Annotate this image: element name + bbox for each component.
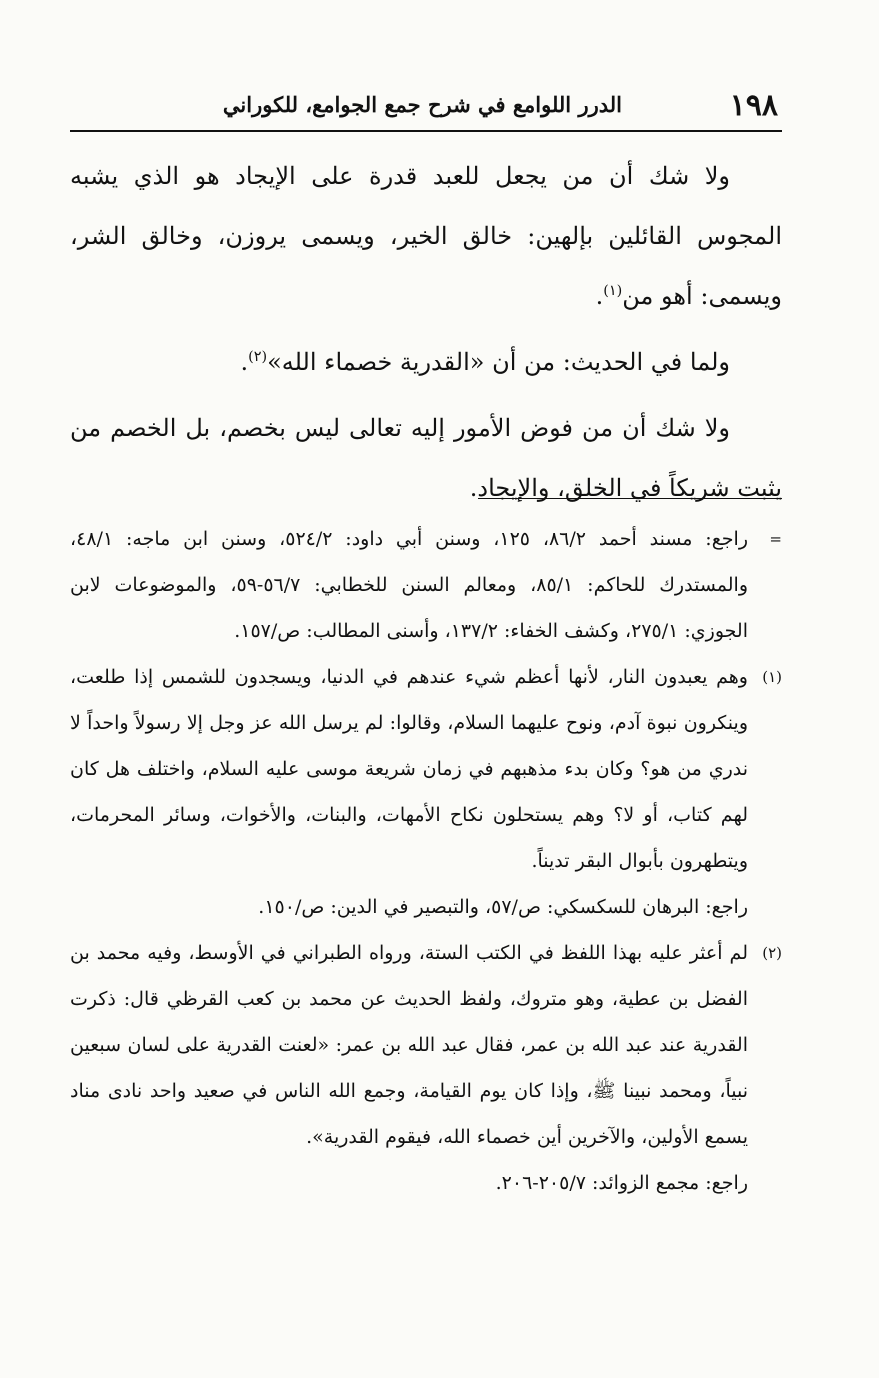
footnote-2-marker: (٢) [762, 944, 782, 962]
footnote-1-source: راجع: البرهان للسكسكي: ص/٥٧، والتبصير في الدين: ص/١٥٠. [258, 896, 748, 918]
paragraph-2 [70, 332, 782, 392]
footnote-ref-2: (٢) [248, 349, 268, 365]
footnote-continuation [70, 516, 782, 654]
main-text [70, 146, 782, 524]
paragraph-2-text: ولما في الحديث: من أن «القدرية خصماء الله» [267, 348, 730, 376]
footnote-2-text: لم أعثر عليه بهذا اللفظ في الكتب الستة، ورواه الطبراني في الأوسط، وفيه محمد بن الفضل بن عطية، وهو متروك، ولفظ الحديث عن محمد بن كعب القرظي قال: ذكرت القدرية عند عبد الله بن عمر، فقال عبد الله بن عمر: «لعنت القدرية على لسان سبعين نبياً، ومحمد نبينا ﷺ، وإذا كان يوم القيامة، وجمع الله الناس في صعيد واحد نادى مناد يسمع الأولين، والآخرين أين خصماء الله، فيقوم القدرية». [70, 942, 748, 1148]
footnotes [70, 516, 782, 1206]
continuation-text: راجع: مسند أحمد ٨٦/٢، ١٢٥، وسنن أبي داود: ٥٢٤/٢، وسنن ابن ماجه: ٤٨/١، والمستدرك للحاكم: ٨٥/١، ومعالم السنن للخطابي: ٥٦/٧-٥٩، والموضوعات لابن الجوزي: ٢٧٥/١، وكشف الخفاء: ١٣٧/٢، وأسنى المطالب: ص/١٥٧. [70, 528, 749, 642]
footnote-2-source: راجع: مجمع الزوائد: ٢٠٥/٧-٢٠٦. [495, 1172, 748, 1194]
continuation-marker: = [769, 530, 782, 548]
footnote-divider [478, 498, 782, 499]
footnote-2 [70, 930, 782, 1160]
paragraph-1-end: . [595, 282, 604, 310]
footnote-1 [70, 654, 782, 884]
paragraph-1-text: ولا شك أن من يجعل للعبد قدرة على الإيجاد هو الذي يشبه المجوس القائلين بإلهين: خالق الخير، ويسمى يروزن، وخالق الشر، ويسمى: أهو من [70, 162, 782, 310]
header-divider [70, 130, 782, 132]
paragraph-3: ولا شك أن من فوض الأمور إليه تعالى ليس بخصم، بل الخصم من يثبت شريكاً في الخلق، والإيجاد. [70, 414, 782, 502]
page-number: ١٩٨ [729, 88, 778, 123]
footnote-ref-1: (١) [603, 283, 623, 299]
footnote-1-text: وهم يعبدون النار، لأنها أعظم شيء عندهم في الدنيا، ويسجدون للشمس إذا طلعت، وينكرون نبوة آدم، ونوح عليهما السلام، وقالوا: لم يرسل الله عز وجل إلا رسولاً واحداً لا ندري من هو؟ وكان بدء مذهبهم في زمان شريعة موسى عليه السلام، واختلف هل كان لهم كتاب، أو لا؟ وهم يستحلون نكاح الأمهات، والبنات، والأخوات، وسائر المحرمات، ويتطهرون بأبوال البقر تديناً. [70, 666, 748, 872]
paragraph-1 [70, 146, 782, 326]
running-title: الدرر اللوامع في شرح جمع الجوامع، للكوراني [222, 92, 622, 117]
footnote-1-marker: (١) [762, 668, 782, 686]
paragraph-2-end: . [240, 348, 249, 376]
page-header [70, 86, 782, 126]
